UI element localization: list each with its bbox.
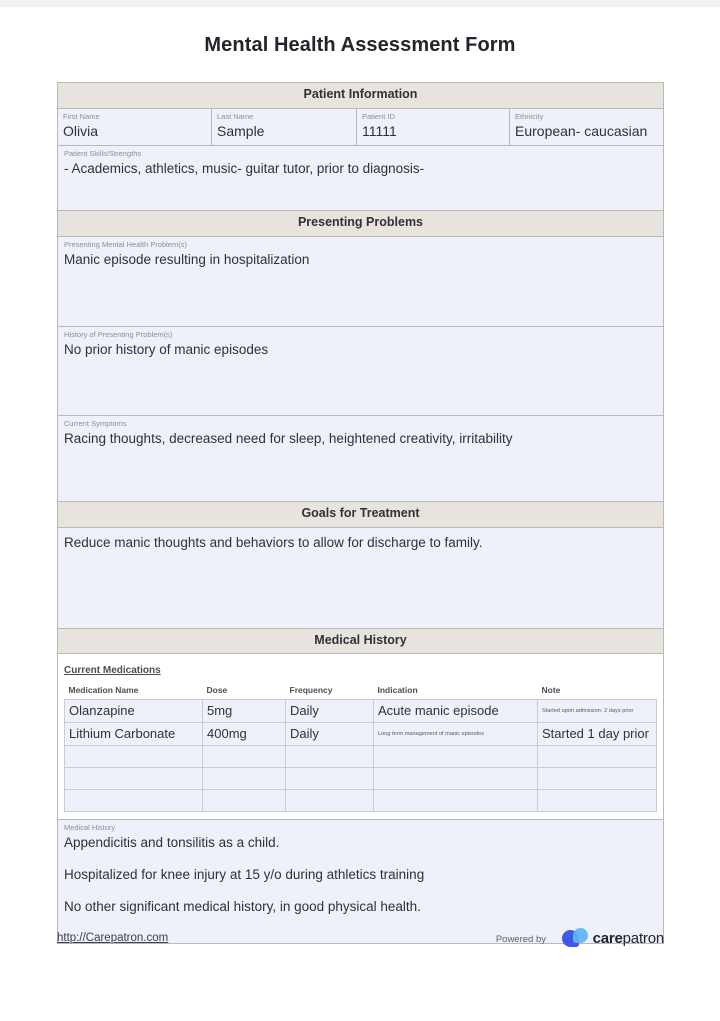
logo-shape-light bbox=[573, 928, 588, 943]
field-label: Presenting Mental Health Problem(s) bbox=[64, 239, 187, 249]
cell-indication[interactable] bbox=[374, 768, 538, 790]
table-row bbox=[65, 700, 657, 723]
cell-medication-name[interactable] bbox=[65, 746, 203, 768]
field-first-name[interactable] bbox=[58, 109, 212, 145]
page-title: Mental Health Assessment Form bbox=[204, 34, 516, 56]
field-value: Reduce manic thoughts and behaviors to allow for discharge to family. bbox=[64, 534, 483, 550]
powered-by-label: Powered by bbox=[495, 934, 546, 945]
footer bbox=[57, 928, 664, 954]
cell-frequency[interactable] bbox=[286, 790, 374, 812]
medical-history-line-2: Hospitalized for knee injury at 15 y/o during athletics training bbox=[64, 866, 425, 882]
field-value: 11111 bbox=[362, 123, 397, 140]
cell-frequency[interactable]: Daily bbox=[286, 700, 374, 723]
column-header-note: Note bbox=[538, 683, 657, 700]
carepatron-wordmark bbox=[593, 930, 664, 947]
column-header-indication: Indication bbox=[374, 683, 538, 700]
wordmark-rest: patron bbox=[622, 930, 664, 947]
column-header-frequency: Frequency bbox=[286, 683, 374, 700]
cell-note[interactable] bbox=[538, 768, 657, 790]
field-current-symptoms[interactable] bbox=[58, 415, 663, 501]
cell-note[interactable]: Started upon admission- 2 days prior bbox=[538, 700, 657, 723]
column-header-medication-name: Medication Name bbox=[65, 683, 203, 700]
current-medications-section bbox=[58, 654, 663, 819]
table-row bbox=[65, 768, 657, 790]
carepatron-logo-icon bbox=[562, 928, 588, 949]
table-row bbox=[65, 746, 657, 768]
field-goals-for-treatment[interactable] bbox=[58, 528, 663, 628]
cell-dose[interactable]: 400mg bbox=[203, 723, 286, 746]
field-label: History of Presenting Problem(s) bbox=[64, 329, 173, 339]
carepatron-link[interactable]: http://Carepatron.com bbox=[57, 932, 169, 944]
cell-indication[interactable]: Acute manic episode bbox=[374, 700, 538, 723]
field-label: Medical History bbox=[64, 823, 116, 833]
field-value: Manic episode resulting in hospitalization bbox=[64, 251, 310, 267]
field-value: European- caucasian bbox=[515, 123, 648, 140]
section-header-medical-history: Medical History bbox=[58, 628, 663, 655]
cell-frequency[interactable] bbox=[286, 746, 374, 768]
cell-note[interactable] bbox=[538, 790, 657, 812]
cell-medication-name[interactable]: Olanzapine bbox=[65, 700, 203, 723]
cell-dose[interactable] bbox=[203, 768, 286, 790]
cell-medication-name[interactable]: Lithium Carbonate bbox=[65, 723, 203, 746]
field-label: First Name bbox=[63, 111, 100, 121]
table-row bbox=[65, 790, 657, 812]
cell-indication[interactable] bbox=[374, 790, 538, 812]
column-header-dose: Dose bbox=[203, 683, 286, 700]
assessment-form bbox=[57, 82, 664, 944]
field-patient-skills-strengths[interactable] bbox=[58, 145, 663, 210]
field-presenting-mental-health-problems[interactable] bbox=[58, 237, 663, 326]
top-band bbox=[0, 0, 720, 7]
field-history-of-presenting-problems[interactable] bbox=[58, 326, 663, 415]
current-medications-title: Current Medications bbox=[64, 665, 161, 677]
cell-note[interactable]: Started 1 day prior bbox=[538, 723, 657, 746]
cell-dose[interactable] bbox=[203, 746, 286, 768]
section-header-presenting-problems: Presenting Problems bbox=[58, 210, 663, 237]
field-ethnicity[interactable] bbox=[510, 109, 663, 145]
field-medical-history[interactable] bbox=[58, 819, 663, 943]
table-header-row bbox=[65, 683, 657, 700]
medical-history-line-1: Appendicitis and tonsilitis as a child. bbox=[64, 835, 280, 851]
medications-table bbox=[64, 683, 657, 812]
field-label: Patient ID bbox=[362, 111, 395, 121]
section-header-goals-for-treatment: Goals for Treatment bbox=[58, 501, 663, 528]
cell-medication-name[interactable] bbox=[65, 790, 203, 812]
wordmark-bold: care bbox=[592, 930, 623, 947]
cell-dose[interactable]: 5mg bbox=[203, 700, 286, 723]
field-label: Patient Skills/Strengths bbox=[64, 149, 142, 159]
cell-frequency[interactable]: Daily bbox=[286, 723, 374, 746]
field-label: Ethnicity bbox=[515, 111, 544, 121]
cell-note[interactable] bbox=[538, 746, 657, 768]
field-value: Olivia bbox=[63, 123, 99, 140]
field-patient-id[interactable] bbox=[357, 109, 510, 145]
field-value: No prior history of manic episodes bbox=[64, 341, 269, 357]
carepatron-logo bbox=[562, 928, 664, 949]
field-label: Current Symptoms bbox=[64, 418, 127, 428]
field-label: Last Name bbox=[217, 111, 254, 121]
field-value: Sample bbox=[217, 123, 265, 140]
cell-indication[interactable]: Long term management of manic episodes bbox=[374, 723, 538, 746]
field-last-name[interactable] bbox=[212, 109, 357, 145]
field-value: - Academics, athletics, music- guitar tutor, prior to diagnosis- bbox=[64, 160, 425, 176]
cell-indication[interactable] bbox=[374, 746, 538, 768]
patient-info-row bbox=[58, 109, 663, 145]
cell-frequency[interactable] bbox=[286, 768, 374, 790]
field-value bbox=[64, 834, 657, 917]
cell-medication-name[interactable] bbox=[65, 768, 203, 790]
table-row bbox=[65, 723, 657, 746]
field-value: Racing thoughts, decreased need for sleep, heightened creativity, irritability bbox=[64, 430, 513, 446]
medical-history-line-3: No other significant medical history, in good physical health. bbox=[64, 898, 421, 914]
section-header-patient-information: Patient Information bbox=[58, 83, 663, 109]
cell-dose[interactable] bbox=[203, 790, 286, 812]
